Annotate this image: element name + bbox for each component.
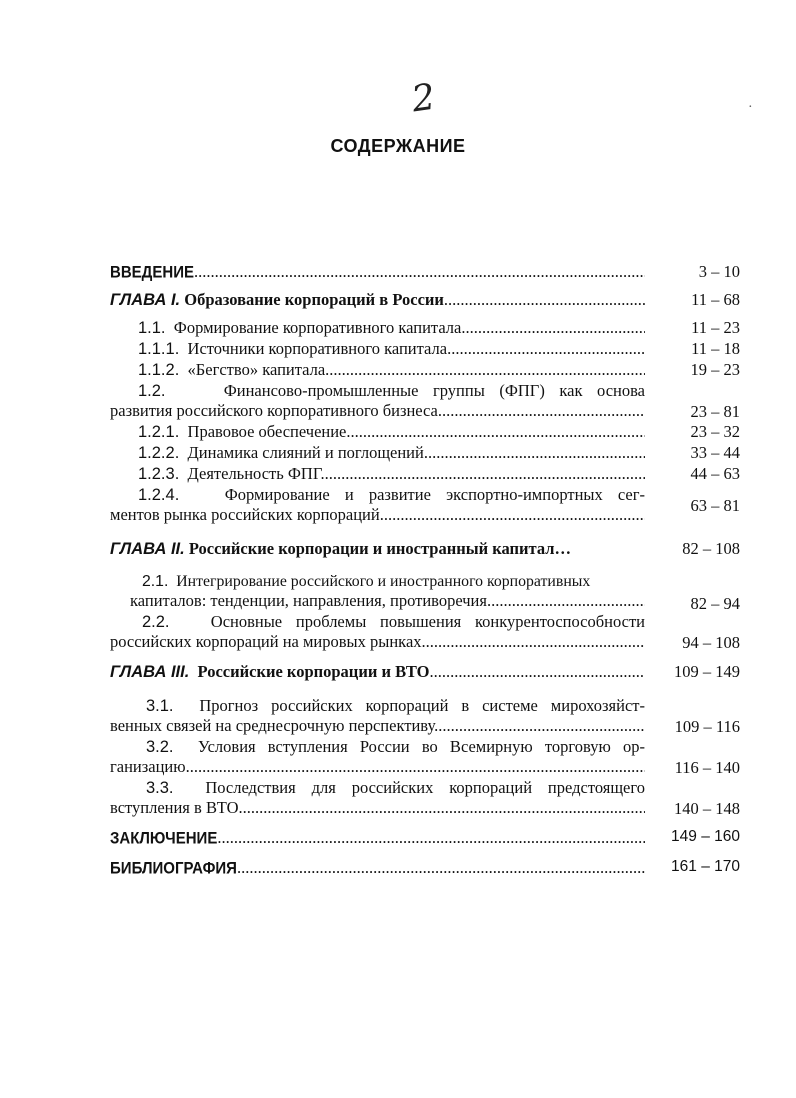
toc-entry-3-1 [110,696,740,736]
section-title-line1: Основные проблемы повышения конкурентоспособности [210,612,645,631]
section-title: Формирование корпоративного капитала [173,318,462,337]
toc-entry-chapter-2 [110,539,740,559]
section-number: 3.1. [146,697,174,715]
section-title-line2: ментов рынка российских корпораций [110,505,380,524]
toc-pages: 63 – 81 [690,496,740,515]
scan-speck: · [748,100,753,115]
section-title-line1: Интегрирование российского и иностранного корпоративных [176,573,591,590]
section-title-line1: Условия вступления России во Всемирную торговую ор- [197,737,645,756]
toc-entry-bibliography [110,858,740,878]
chapter-label: ГЛАВА I. [110,291,181,309]
toc-pages: 19 – 23 [690,360,740,379]
section-number: 3.3. [146,779,174,797]
section-title-line1: Прогноз российских корпораций в системе мирохозяйст- [199,696,645,715]
toc-entry-chapter-3 [110,662,740,682]
section-title-line2: ганизацию [110,757,186,776]
toc-pages: 82 – 94 [690,594,740,613]
toc-pages: 94 – 108 [682,633,740,652]
toc-pages: 11 – 18 [691,339,740,358]
chapter-title: Российские корпорации и иностранный капитал… [188,539,571,558]
toc-entry-2-2 [110,612,740,652]
toc-entry-3-3 [110,778,740,818]
toc-entry-1-1 [110,318,740,338]
section-number: 1.2.2. [138,444,180,462]
section-title-line2: вступления в ВТО [110,798,239,817]
page-title: СОДЕРЖАНИЕ [330,136,466,156]
toc-label: ВВЕДЕНИЕ [110,263,194,282]
chapter-title: Образование корпораций в России [184,290,444,309]
handwritten-page-number: 2 [409,76,438,121]
table-of-contents [110,262,740,878]
toc-entry-intro [110,262,740,282]
toc-pages: 23 – 32 [690,422,740,441]
toc-pages: 82 – 108 [682,539,740,558]
section-title: Источники корпоративного капитала [187,339,448,358]
toc-label: ЗАКЛЮЧЕНИЕ [110,829,218,848]
section-title-line2: российских корпораций на мировых рынках [110,632,422,651]
section-number: 2.1. [142,573,169,590]
section-number: 1.2. [138,382,166,400]
section-title-line1: Последствия для российских корпораций предстоящего [205,778,645,797]
section-number: 1.2.4. [138,486,180,504]
toc-pages: 149 – 160 [671,828,740,845]
section-number: 1.1.2. [138,361,180,379]
section-number: 2.2. [142,613,170,631]
section-title-line2: венных связей на среднесрочную перспективу [110,716,435,735]
toc-entry-1-2-4 [110,485,740,525]
chapter-label: ГЛАВА III. [110,663,190,681]
toc-pages: 3 – 10 [698,262,740,281]
toc-pages: 11 – 23 [691,318,740,337]
toc-entry-1-2-2 [110,443,740,463]
toc-pages: 161 – 170 [671,858,740,875]
toc-pages: 11 – 68 [691,290,740,309]
chapter-label: ГЛАВА II. [110,540,185,558]
section-title: Правовое обеспечение [187,422,347,441]
toc-entry-1-1-2 [110,360,740,380]
section-title: Динамика слияний и поглощений [187,443,424,462]
toc-entry-1-1-1 [110,339,740,359]
section-number: 3.2. [146,738,174,756]
section-title-line1: Формирование и развитие экспортно-импортных сег- [224,485,646,504]
section-title: Деятельность ФПГ [187,464,321,483]
toc-entry-conclusion [110,828,740,848]
toc-entry-chapter-1 [110,290,740,310]
section-number: 1.2.3. [138,465,180,483]
toc-label: БИБЛИОГРАФИЯ [110,859,237,878]
toc-pages: 109 – 149 [674,662,740,681]
section-number: 1.1. [138,319,166,337]
toc-entry-1-2-1 [110,422,740,442]
toc-entry-3-2 [110,737,740,777]
section-title-line1: Финансово-промышленные группы (ФПГ) как основа [223,381,645,400]
toc-pages: 23 – 81 [690,402,740,421]
toc-entry-1-2 [110,381,740,421]
toc-pages: 116 – 140 [674,758,740,777]
toc-pages: 140 – 148 [674,799,740,818]
section-title: «Бегство» капитала [187,360,326,379]
toc-entry-2-1 [110,573,740,611]
section-number: 1.1.1. [138,340,180,358]
toc-entry-1-2-3 [110,464,740,484]
toc-pages: 33 – 44 [690,443,740,462]
toc-pages: 109 – 116 [674,717,740,736]
section-title-line2: капиталов: тенденции, направления, противоречия [130,591,487,610]
chapter-title: Российские корпорации и ВТО [197,662,430,681]
toc-pages: 44 – 63 [690,464,740,483]
section-title-line2: развития российского корпоративного бизнеса [110,401,438,420]
section-number: 1.2.1. [138,423,180,441]
